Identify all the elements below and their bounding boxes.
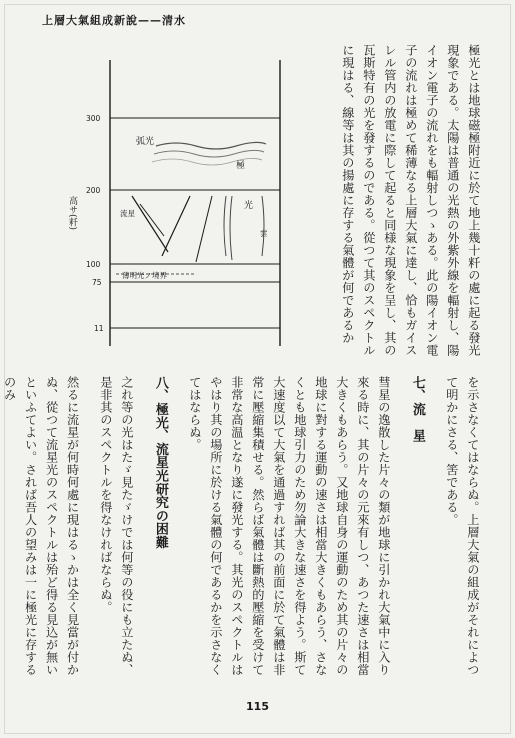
label-twilight: 薄明光ノ境界 bbox=[122, 271, 167, 280]
paragraph: を示さなくてはならぬ。上層大氣の組成がそれによつて明かにさる、筈である。 bbox=[444, 376, 480, 676]
tick-300: 300 bbox=[86, 114, 101, 123]
label-arc: 弧光 bbox=[136, 137, 155, 147]
tick-200: 200 bbox=[86, 186, 101, 195]
running-header: 上層大氣組成新說——清水 bbox=[42, 14, 186, 27]
label-meteor: 流星 bbox=[120, 209, 135, 218]
paragraph: 彗星の逸散した片々の類が地球に引かれ大氣中に入り來る時に、其の片々の元來有しつ、あつた速さは相當大きくもあらう。又地球自身の運動のため其の片々の地球に對する運動の速さは相當大きくもあらう、さなくとも地球引力のため勿論大きな速さを得よう。斯て大速度以て大氣を通過すれば其の前面に於て氣體は非常に壓縮集積せる。然らば氣體は斷熱的壓縮を受けて非常な高温となり遂に發光する。其光のスペクトルはやはり其の場所に於ける氣體の何であるかを示さなくてはならぬ。 bbox=[187, 376, 391, 676]
arc-band-3 bbox=[152, 158, 262, 165]
paragraph: 然るに流星が何時何處に現はるゝかは全く見當が付かぬ、從つて流星光のスペクトルは殆ど得る見込が無いといふてよい。されば吾人の望みは一に極光に存するのみ bbox=[2, 376, 80, 676]
text-column-top bbox=[306, 44, 496, 364]
altitude-figure bbox=[36, 56, 300, 356]
meteor-streak-3 bbox=[162, 196, 190, 256]
y-axis-label: 高サ(粁) bbox=[67, 196, 77, 231]
tick-75: 75 bbox=[92, 278, 102, 287]
arc-band-2 bbox=[154, 150, 264, 157]
label-aurora-2: 光 bbox=[244, 201, 254, 211]
paragraph: 極光とは地球磁極附近に於て地上幾十粁の處に起る發光現象である。太陽は普通の光熱の外紫外線を輻射し、陽イオン電子の流れをも輻射しつゝある。此の陽イオン電子の流れは極めて稀薄なる上層大氣に達し、恰もガイスレル管内の放電に際して起ると同様な現象を呈し、其の瓦斯特有の光を發するのである。從つて其のスペクトルに現はる、線等は其の揚處に存する氣體が何であるか bbox=[340, 44, 481, 357]
tick-11: 11 bbox=[94, 324, 104, 333]
meteor-streak-1 bbox=[132, 196, 168, 252]
label-aurora-1: 極 bbox=[236, 161, 246, 171]
label-cloud: 雲 bbox=[260, 229, 268, 238]
page-number: 115 bbox=[246, 700, 269, 713]
text-column-bottom bbox=[2, 376, 495, 676]
arc-band-1 bbox=[156, 142, 266, 149]
altitude-diagram bbox=[36, 56, 300, 356]
tick-100: 100 bbox=[86, 260, 101, 269]
paragraph: 之れ等の光はたゞ見たゞけでは何等の役にも立たぬ、是非其のスペクトルを得なければならぬ。 bbox=[98, 376, 134, 676]
meteor-streak-4 bbox=[196, 196, 212, 262]
section-heading-8: 八、極光、流星光研究の困難 bbox=[152, 376, 168, 549]
aurora-curtain-2 bbox=[230, 196, 232, 260]
aurora-curtain-1 bbox=[224, 196, 226, 256]
meteor-streak-2 bbox=[140, 204, 164, 236]
section-heading-7: 七、流 星 bbox=[409, 376, 425, 443]
aurora-curtain-3 bbox=[262, 196, 264, 256]
